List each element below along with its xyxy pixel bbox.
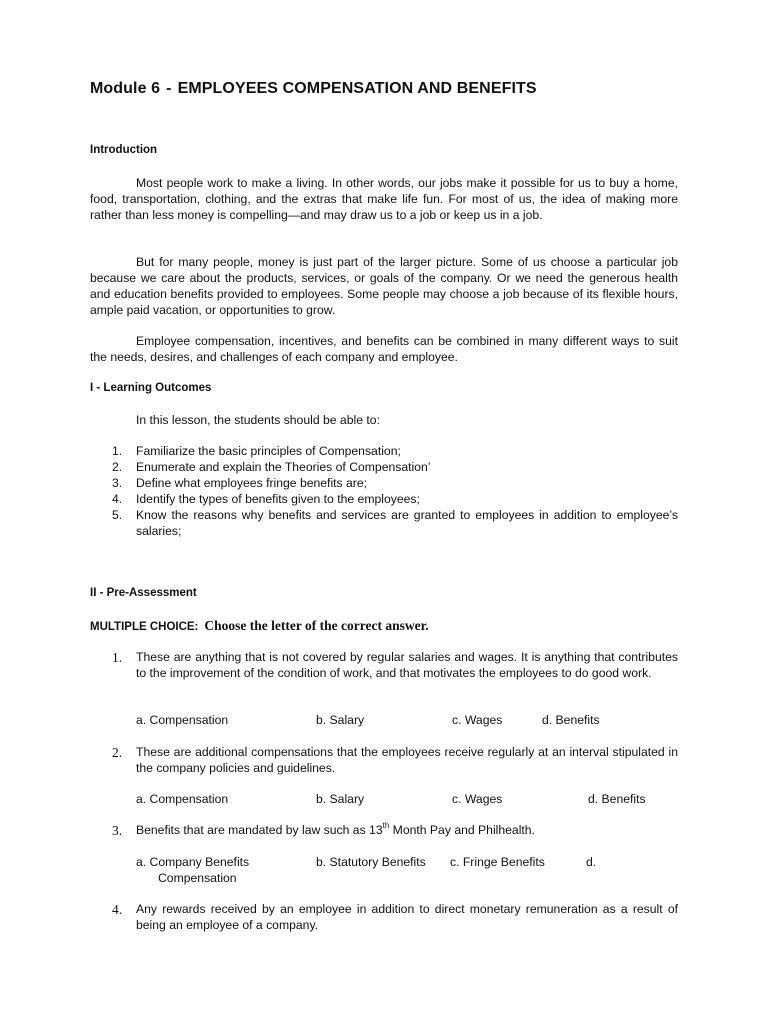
- list-item: [90, 508, 678, 540]
- question-text: These are anything that is not covered by regular salaries and wages. It is anything that contributes to the improvement of the condition of work, and that motivates the employees to do good work.: [136, 650, 678, 680]
- introduction-heading: Introduction: [90, 144, 158, 156]
- learning-outcomes-heading: I - Learning Outcomes: [90, 382, 212, 394]
- intro-paragraph-3: [90, 334, 678, 366]
- list-item-text: Identify the types of benefits given to the employees;: [136, 491, 420, 506]
- q2-option-c: c. Wages: [452, 792, 503, 806]
- module-title-text: EMPLOYEES COMPENSATION AND BENEFITS: [177, 80, 537, 97]
- list-item: [90, 444, 678, 460]
- title-separator: -: [166, 80, 172, 97]
- intro-paragraph-1: [90, 176, 678, 224]
- question-3: [90, 820, 678, 839]
- list-item-number: 5.: [112, 507, 123, 522]
- question-text-superscript: th: [382, 820, 390, 830]
- pre-assessment-heading: II - Pre-Assessment: [90, 587, 197, 599]
- list-item-number: 4.: [112, 491, 123, 506]
- question-text: These are additional compensations that the employees receive regularly at an interval stipulated in the company policies and guidelines.: [136, 745, 678, 775]
- question-number: 3.: [112, 823, 123, 838]
- question-text-part: Benefits that are mandated by law such as 13: [136, 823, 383, 837]
- mc-label: MULTIPLE CHOICE:: [90, 621, 199, 633]
- learning-outcomes-list: [90, 444, 678, 539]
- list-item-number: 3.: [112, 475, 123, 490]
- question-2: [90, 745, 678, 777]
- q1-option-d: d. Benefits: [542, 713, 600, 727]
- list-item-text: Know the reasons why benefits and services are granted to employees in addition to employee’s salaries;: [136, 507, 678, 538]
- q1-option-a: a. Compensation: [136, 713, 229, 727]
- question-number: 1.: [112, 650, 123, 665]
- list-item-text: Enumerate and explain the Theories of Compensation’: [136, 459, 431, 474]
- q3-option-b: b. Statutory Benefits: [316, 855, 426, 869]
- list-item-text: Familiarize the basic principles of Compensation;: [136, 444, 401, 458]
- q3-option-d: d.: [586, 855, 597, 869]
- question-text-part: Month Pay and Philhealth.: [389, 823, 535, 837]
- list-item-number: 1.: [112, 444, 123, 458]
- question-4: [90, 902, 678, 934]
- q3-option-a: a. Company Benefits: [136, 855, 250, 869]
- list-item: [90, 476, 678, 492]
- mc-instruction: Choose the letter of the correct answer.: [204, 618, 429, 633]
- q1-option-c: c. Wages: [452, 713, 503, 727]
- multiple-choice-instruction: [90, 618, 429, 634]
- q2-option-b: b. Salary: [316, 792, 365, 806]
- intro-paragraph-2: [90, 255, 678, 319]
- list-item-text: Define what employees fringe benefits are;: [136, 475, 368, 490]
- q3-option-d-continuation: Compensation: [158, 871, 237, 885]
- list-item: [90, 492, 678, 508]
- module-title: [90, 80, 537, 98]
- intro-paragraph-3-text: Employee compensation, incentives, and benefits can be combined in many different ways to suit the needs, desires, and challenges of each company and employee.: [90, 334, 678, 364]
- q1-option-b: b. Salary: [316, 713, 365, 727]
- intro-paragraph-2-text: But for many people, money is just part of the larger picture. Some of us choose a particular job because we care about the products, services, or goals of the company. Or we need the generous health and education benefits provided to employees. Some people may choose a job because of its flexible hours, ample paid vacation, or opportunities to grow.: [90, 255, 678, 317]
- question-number: 4.: [112, 902, 123, 917]
- question-text: Any rewards received by an employee in addition to direct monetary remuneration as a result of being an employee of a company.: [136, 902, 678, 932]
- question-1: [90, 650, 678, 682]
- question-text: [136, 820, 678, 839]
- q2-option-a: a. Compensation: [136, 792, 229, 806]
- list-item-number: 2.: [112, 459, 123, 474]
- q3-option-c: c. Fringe Benefits: [450, 855, 545, 869]
- module-label: Module 6: [90, 80, 161, 97]
- q2-option-d: d. Benefits: [588, 792, 646, 806]
- learning-outcomes-lead: In this lesson, the students should be able to:: [136, 413, 380, 427]
- list-item: [90, 460, 678, 476]
- question-number: 2.: [112, 745, 123, 760]
- intro-paragraph-1-text: Most people work to make a living. In other words, our jobs make it possible for us to buy a home, food, transportation, clothing, and the extras that make life fun. For most of us, the idea of making more rather than less money is compelling—and may draw us to a job or keep us in a job.: [90, 176, 678, 222]
